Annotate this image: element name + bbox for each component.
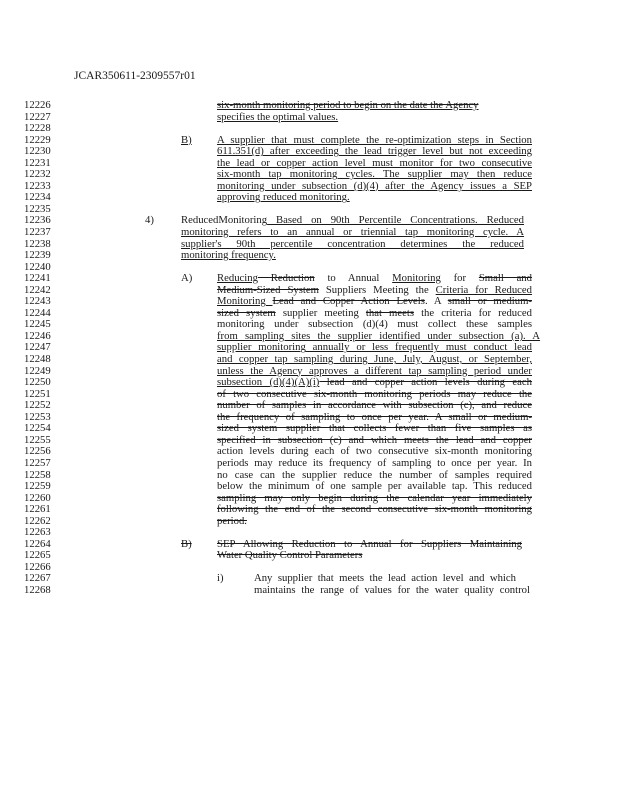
text-run: periods may reduce its frequency of sampling to once per year. In <box>217 457 532 469</box>
line-text <box>217 458 532 470</box>
line-text <box>181 215 524 227</box>
line-number: 12241 <box>24 272 51 285</box>
line-number: 12250 <box>24 376 51 389</box>
document-line <box>0 458 618 470</box>
inserted-text: Criteria for Reduced <box>435 284 532 296</box>
inserted-text: Monitoring <box>392 273 441 285</box>
inserted-text: approving reduced monitoring. <box>217 192 350 204</box>
text-run: Suppliers Meeting the <box>318 284 436 296</box>
document-body <box>0 100 618 597</box>
line-number: 12258 <box>24 468 51 481</box>
line-number: 12254 <box>24 422 51 435</box>
line-text <box>217 493 532 505</box>
inserted-text: monitoring under subsection (d)(4) after the Agency issues a SEP <box>217 180 532 192</box>
document-line <box>0 169 618 181</box>
text-run: for <box>440 273 479 285</box>
line-number: 12261 <box>24 503 51 516</box>
line-text <box>217 539 522 551</box>
document-line <box>0 504 618 516</box>
deleted-text: number of samples in accordance with subsection (c), and reduce <box>217 400 532 412</box>
line-text <box>217 470 532 482</box>
document-line <box>0 331 618 343</box>
deleted-text: that meets <box>365 307 414 319</box>
document-line <box>0 158 618 170</box>
document-line <box>0 181 618 193</box>
line-number: 12259 <box>24 480 51 493</box>
deleted-inserted-text: six-month monitoring period to begin on the date the Agency <box>217 100 479 111</box>
text-run: supplier meeting <box>275 307 366 319</box>
line-number: 12265 <box>24 549 51 562</box>
inserted-text: 611.351(d) after exceeding the lead trigger level but not exceeding <box>217 146 532 158</box>
line-text <box>217 366 532 378</box>
document-line <box>0 123 618 135</box>
text-run: Any supplier that meets the lead action level and which <box>254 573 516 585</box>
line-number: 12251 <box>24 387 51 400</box>
document-line <box>0 354 618 366</box>
line-number: 12240 <box>24 260 51 273</box>
deleted-text: the frequency of sampling to once per year. A small or medium- <box>217 411 532 423</box>
line-number: 12249 <box>24 364 51 377</box>
inserted-text: and copper tap sampling during June, July, August, or September, <box>217 354 532 366</box>
document-line <box>0 239 618 251</box>
line-number: 12238 <box>24 237 51 250</box>
line-text <box>254 585 530 597</box>
text-run: below the minimum of one sample per available tap. This reduced <box>217 481 532 493</box>
line-text <box>217 146 532 158</box>
document-line <box>0 342 618 354</box>
document-line <box>0 400 618 412</box>
section-label: i) <box>217 572 224 585</box>
document-line <box>0 516 618 528</box>
text-run: maintains the range of values for the water quality control <box>254 584 530 596</box>
document-line <box>0 192 618 204</box>
text-run: action levels during each of two consecutive six-month monitoring <box>217 446 532 458</box>
deleted-text: specified in subsection (c) and which meets the lead and copper <box>217 434 532 446</box>
inserted-text: six-month tap monitoring cycles. The supplier may then reduce <box>217 169 532 181</box>
deleted-text: Small and <box>478 273 532 285</box>
document-line <box>0 470 618 482</box>
line-text <box>217 169 532 181</box>
document-line <box>0 100 618 112</box>
line-number: 12228 <box>24 122 51 135</box>
inserted-text: Monitoring <box>217 296 273 308</box>
inserted-text: the lead or copper action level must monitor for two consecutive <box>217 157 532 169</box>
section-label: B) <box>181 133 192 146</box>
line-text <box>181 227 524 239</box>
line-number: 12253 <box>24 410 51 423</box>
document-line <box>0 273 618 285</box>
line-number: 12244 <box>24 306 51 319</box>
section-label: A) <box>181 272 193 285</box>
line-text <box>217 377 532 389</box>
line-number: 12226 <box>24 99 51 111</box>
line-number: 12243 <box>24 295 51 308</box>
line-number: 12260 <box>24 491 51 504</box>
line-text <box>217 550 522 562</box>
document-line <box>0 308 618 320</box>
line-number: 12239 <box>24 249 51 262</box>
line-text <box>217 285 532 297</box>
line-number: 12234 <box>24 191 51 204</box>
document-line <box>0 493 618 505</box>
line-number: 12229 <box>24 133 51 146</box>
text-run: to Annual <box>314 273 393 285</box>
inserted-text: Reducing <box>217 273 258 285</box>
line-text <box>217 423 532 435</box>
line-number: 12227 <box>24 110 51 123</box>
line-text <box>217 446 532 458</box>
deleted-text: period. <box>217 515 247 527</box>
inserted-text: from sampling sites the supplier identified under subsection (a). A <box>217 330 540 342</box>
line-text <box>217 319 532 331</box>
line-number: 12263 <box>24 526 51 539</box>
line-number: 12246 <box>24 329 51 342</box>
inserted-text: supplier monitoring annually or less frequently must conduct lead <box>217 342 532 354</box>
line-text <box>217 504 532 516</box>
deleted-text: sized system <box>217 307 276 319</box>
deleted-text: Medium-Sized System <box>217 284 319 296</box>
document-line <box>0 446 618 458</box>
text-run: no case can the supplier reduce the number of samples required <box>217 469 532 481</box>
document-line <box>0 423 618 435</box>
document-line <box>0 296 618 308</box>
document-line <box>0 377 618 389</box>
deleted-text: lead and copper action levels during each <box>319 377 532 389</box>
line-text <box>254 573 516 585</box>
line-text <box>217 192 532 204</box>
document-line <box>0 539 618 551</box>
document-line <box>0 481 618 493</box>
line-number: 12268 <box>24 583 51 596</box>
deleted-text: sampling may only begin during the calendar year immediately <box>217 492 532 504</box>
document-line <box>0 412 618 424</box>
deleted-text: SEP Allowing Reduction to Annual for Suppliers Maintaining <box>217 538 522 550</box>
document-line <box>0 112 618 124</box>
document-line <box>0 135 618 147</box>
deleted-text: small or medium- <box>447 296 532 308</box>
line-text <box>217 435 532 447</box>
text-run: monitoring under subsection (d)(4) must collect these samples <box>217 319 532 331</box>
document-line <box>0 146 618 158</box>
document-line <box>0 435 618 447</box>
deleted-text: Lead and Copper Action Levels <box>272 296 425 308</box>
document-line <box>0 389 618 401</box>
line-number: 12230 <box>24 145 51 158</box>
line-text <box>181 239 524 251</box>
line-number: 12242 <box>24 283 51 296</box>
line-number: 12245 <box>24 318 51 331</box>
line-number: 12252 <box>24 399 51 412</box>
inserted-text: subsection (d)(4)(A)(i) <box>217 377 320 389</box>
line-text <box>217 400 532 412</box>
line-text <box>217 481 532 493</box>
document-line <box>0 550 618 562</box>
line-number: 12257 <box>24 456 51 469</box>
line-number: 12264 <box>24 537 51 550</box>
document-line <box>0 562 618 574</box>
line-text <box>217 412 532 424</box>
inserted-text: A supplier that must complete the re-optimization steps in Section <box>217 134 532 146</box>
section-label: B) <box>181 537 192 550</box>
text-run: . A <box>424 296 448 308</box>
line-text <box>217 296 532 308</box>
document-line <box>0 250 618 262</box>
text-run: the criteria for reduced <box>413 307 532 319</box>
document-line <box>0 227 618 239</box>
deleted-text: sized system supplier that collects fewer than five samples as <box>217 423 532 435</box>
document-line <box>0 573 618 585</box>
deleted-text: Reduction <box>257 273 315 285</box>
section-label: 4) <box>145 214 154 227</box>
line-number: 12235 <box>24 202 51 215</box>
line-number: 12231 <box>24 156 51 169</box>
inserted-text: monitoring refers to an annual or triennial tap monitoring cycle. A <box>181 227 524 239</box>
line-number: 12236 <box>24 214 51 227</box>
document-line <box>0 527 618 539</box>
line-text <box>217 354 532 366</box>
text-run: Reduced <box>181 215 219 227</box>
deleted-text: of two consecutive six-month monitoring periods may reduce the <box>217 388 532 400</box>
line-text <box>217 181 532 193</box>
line-text <box>181 250 524 262</box>
line-number: 12247 <box>24 341 51 354</box>
line-text <box>217 158 532 170</box>
line-number: 12262 <box>24 514 51 527</box>
line-text <box>217 100 538 112</box>
document-line <box>0 585 618 597</box>
deleted-text: following the end of the second consecutive six-month monitoring <box>217 504 532 516</box>
document-line <box>0 262 618 274</box>
document-line <box>0 215 618 227</box>
inserted-text: supplier's 90th percentile concentration determines the reduced <box>181 238 524 250</box>
document-id: JCAR350611-2309557r01 <box>74 70 196 82</box>
line-number: 12255 <box>24 433 51 446</box>
text-run: Monitoring <box>218 215 268 227</box>
line-number: 12232 <box>24 168 51 181</box>
line-text <box>217 135 532 147</box>
line-number: 12266 <box>24 560 51 573</box>
line-text <box>217 342 532 354</box>
line-text <box>217 516 532 528</box>
deleted-text: Water Quality Control Parameters <box>217 550 363 562</box>
inserted-text: unless the Agency approves a different tap sampling period under <box>217 365 532 377</box>
document-line <box>0 366 618 378</box>
line-text <box>217 389 532 401</box>
document-line <box>0 285 618 297</box>
document-line <box>0 204 618 216</box>
line-text <box>217 273 532 285</box>
line-text <box>217 308 532 320</box>
inserted-text: specifies the optimal values. <box>217 111 339 123</box>
inserted-text: Based on 90th Percentile Concentrations. Reduced <box>267 215 524 227</box>
line-text <box>217 112 538 124</box>
line-text <box>217 331 540 343</box>
line-number: 12248 <box>24 353 51 366</box>
line-number: 12267 <box>24 572 51 585</box>
line-number: 12256 <box>24 445 51 458</box>
document-line <box>0 319 618 331</box>
line-number: 12237 <box>24 226 51 239</box>
inserted-text: monitoring frequency. <box>181 250 276 262</box>
line-number: 12233 <box>24 179 51 192</box>
